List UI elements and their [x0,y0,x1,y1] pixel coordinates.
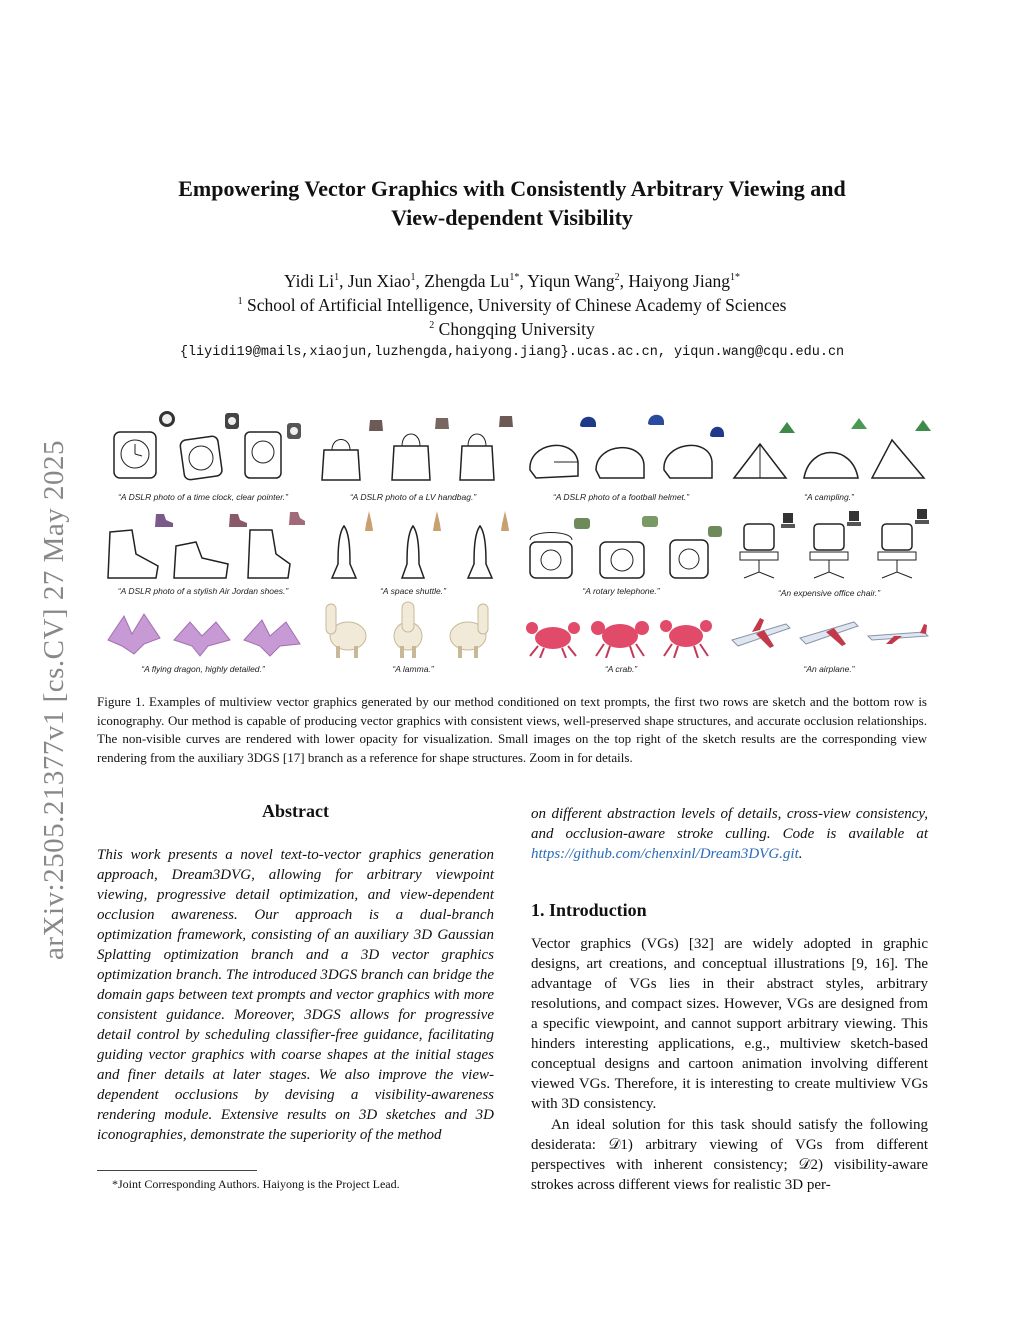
introduction-paragraph-1: Vector graphics (VGs) [32] are widely adopted in graphic designs, art creations, and conceptual illustrations [9, 16]. The advantage of VGs lies in their abstract styles, arbitrary resolutions, and compact sizes. However, VGs are designed from a specific viewpoint, and cannot support arbitrary viewing. This hinders interesting applications, e.g., multiview sketch-based conceptual designs and cartoon animation involving different viewed VGs. Therefore, it is interesting to create multiview VGs with 3D consistency. [531,936,928,1112]
code-link[interactable]: https://github.com/chenxinl/Dream3DVG.git [531,846,799,862]
abstract-continuation: on different abstraction levels of details, cross-view consistency, and occlusion-aware stroke culling. Code is available at https://github.com/chenxinl/Dream3DVG.git. [531,806,928,862]
shoe-sketch [102,524,162,582]
figure-caption-label: “An expensive office chair.” [777,588,881,598]
telephone-render-thumbnail [572,512,592,530]
shuttle-render-thumbnail [432,510,442,532]
figure-caption-label: “A campling.” [804,492,854,502]
introduction-paragraph-2: An ideal solution for this task should satisfy the following desiderata: 𝒟1) arbitrary viewing of VGs from different perspectives with inherent consistency; 𝒟2) visibility-aware strokes across different views for realistic 3D per- [531,1117,928,1193]
figure-caption-label: “A space shuttle.” [380,586,446,596]
introduction-heading: 1. Introduction [531,900,647,920]
shuttle-sketch [400,524,426,582]
handbag-render-thumbnail [498,410,514,428]
chair-sketch [872,520,922,582]
shoe-sketch [170,532,232,582]
crab-icon [524,618,582,658]
shuttle-render-thumbnail [364,510,374,532]
figure-caption-label: “A lamma.” [392,664,434,674]
figure-caption-label: “A DSLR photo of a stylish Air Jordan shoes.” [117,586,289,596]
footnote: *Joint Corresponding Authors. Haiyong is the Project Lead. [112,1177,400,1191]
title-line-1: Empowering Vector Graphics with Consistently Arbitrary Viewing and [178,176,846,201]
shoe-sketch [242,524,294,582]
telephone-render-thumbnail [640,510,660,528]
abstract-text: This work presents a novel text-to-vector graphics generation approach, Dream3DVG, allowing for arbitrary viewpoint viewing, progressive detail optimization, and view-dependent occlusion awareness. Our approach is a dual-branch optimization framework, consisting of an auxiliary 3D Gaussian Splatting optimization branch and a 3D vector graphics optimization branch. The introduced 3DGS branch can bridge the domain gaps between text prompts and vector graphics with more consistent guidance. Moreover, 3DGS allows for progressive detail control by scheduling classifier-free guidance, facilitating guiding vector graphics with coarse shapes at the initial stages and finer details at later stages. We also improve the view-dependent occlusions by devising a visibility-awareness rendering module. Extensive results on 3D sketches and 3D iconographies, demonstrate the superiority of the method [97,847,494,1143]
author: Yiqun Wang$^2$ [527,271,620,291]
figure-panel-chair [726,508,932,598]
helmet-render-thumbnail [708,422,726,438]
author-list: Yidi Li$^1$, Jun Xiao$^1$, Zhengda $Lu^{1*}$, Yiqun Wang$^2$, Haiyong Jiang$^{1*}$ [283,271,740,291]
figure-panel-dragon [100,602,306,674]
figure-caption-label: “A rotary telephone.” [582,586,660,596]
telephone-sketch [524,526,578,582]
tent-sketch [730,438,790,482]
clock-sketch [110,428,160,482]
arxiv-identifier: arXiv:2505.21377v1 [cs.CV] 27 May 2025 [38,439,70,960]
handbag-sketch [388,426,434,482]
airplane-icon [730,614,792,650]
tent-render-thumbnail [850,416,868,430]
lamma-icon [446,598,498,658]
chair-render-thumbnail [846,510,862,530]
telephone-sketch [594,526,650,582]
handbag-sketch [456,426,498,482]
paper-title [100,174,924,232]
dragon-icon [240,614,302,658]
lamma-icon [388,598,428,658]
author: Yidi Li$^1$ [283,271,340,291]
tent-render-thumbnail [778,420,796,434]
author: Jun Xiao$^1$ [347,271,416,291]
helmet-render-thumbnail [646,410,666,426]
figure-panel-camping [726,408,932,502]
figure-caption-label: “A DSLR photo of a football helmet.” [552,492,690,502]
shuttle-render-thumbnail [500,510,510,532]
figure-caption-label: “A crab.” [604,664,638,674]
figure-1 [100,408,926,674]
shuttle-sketch [466,524,494,582]
chair-render-thumbnail [780,512,796,532]
figure-panel-lamma [310,602,516,674]
airplane-icon [866,622,930,646]
figure-caption-label: “A flying dragon, highly detailed.” [141,664,265,674]
chair-render-thumbnail [914,508,930,528]
shoe-render-thumbnail [288,510,306,526]
figure-panel-crab [518,602,724,674]
figure-1-caption: Figure 1. Examples of multiview vector graphics generated by our method conditioned on text prompts, the first two rows are sketch and the bottom row is iconography. Our method is capable of producing vector graphics with consistent views, well-preserved shape structures, and accurate occlusion relationships. The non-visible curves are rendered with lower opacity for visualization. Small images on the top right of the sketch results are the corresponding view rendering from the auxiliary 3DGS [17] branch as a reference for shape structures. Zoom in for details. [97,694,927,765]
affiliation-1: $^1$ School of Artificial Intelligence, University of Chinese Academy of Sciences [237,295,787,315]
clock-sketch [176,432,226,482]
affiliation-2: $^2$ Chongqing University [429,319,595,339]
handbag-render-thumbnail [434,412,450,430]
chair-sketch [734,520,784,582]
helmet-render-thumbnail [578,412,598,428]
airplane-icon [798,614,860,650]
author: Zhengda $Lu^{1*}$ [424,271,520,291]
figure-panel-airplane [726,602,932,674]
abstract-heading: Abstract [262,801,329,821]
author-emails: {liyidi19@mails,xiaojun,luzhengda,haiyong.jiang}.ucas.ac.cn, yiqun.wang@cqu.edu.cn [179,345,845,360]
dragon-icon [104,610,164,658]
lamma-icon [318,598,368,658]
helmet-sketch [524,432,582,482]
dragon-icon [172,618,232,658]
author: Haiyong Jiang$^{1*}$ [628,271,740,291]
tent-render-thumbnail [914,418,932,432]
figure-panel-clock [100,408,306,502]
title-line-2: View-dependent Visibility [391,205,633,230]
figure-panel-handbag [310,408,516,502]
figure-panel-helmet [518,408,724,502]
clock-render-thumbnail [286,422,302,440]
helmet-sketch [592,434,648,482]
figure-panel-shoes [100,508,306,596]
figure-caption-label: “A DSLR photo of a time clock, clear pointer.” [118,492,288,502]
figure-caption-label: “A DSLR photo of a LV handbag.” [349,492,477,502]
figure-panel-shuttle [310,508,516,596]
tent-sketch [868,434,928,482]
tent-sketch [800,438,862,482]
handbag-render-thumbnail [368,414,384,432]
handbag-sketch [318,432,364,482]
footnote-rule [97,1170,257,1171]
shoe-render-thumbnail [228,512,248,528]
figure-panel-telephone [518,508,724,596]
figure-caption-label: “An airplane.” [803,664,855,674]
clock-sketch [240,428,286,482]
telephone-render-thumbnail [706,520,724,538]
shuttle-sketch [330,524,358,582]
shoe-render-thumbnail [154,512,174,528]
helmet-sketch [660,432,716,482]
clock-render-thumbnail [224,412,240,430]
crab-icon [590,616,650,658]
crab-icon [658,616,714,658]
clock-render-thumbnail [158,410,176,428]
